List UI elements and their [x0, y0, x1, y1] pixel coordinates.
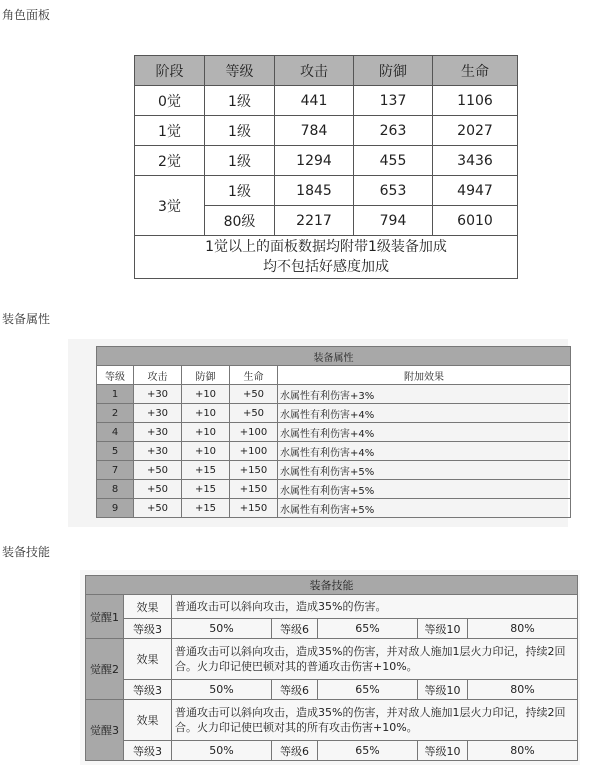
table-row: [135, 146, 518, 176]
equip-skills-table: [85, 575, 578, 761]
equip-effect: 水属性有利伤害+5%: [278, 461, 571, 480]
panel-hp: 3436: [433, 146, 518, 176]
panel-def: 455: [354, 146, 433, 176]
skill-level-label: 等级6: [272, 741, 318, 761]
panel-note-line2: 均不包括好感度加成: [263, 259, 389, 275]
panel-note-line1: 1觉以上的面板数据均附带1级装备加成: [205, 239, 447, 255]
table-row: [97, 385, 571, 404]
table-row: [86, 741, 578, 761]
panel-header-def: 防御: [354, 56, 433, 86]
equip-hp: +50: [230, 385, 278, 404]
table-row: [135, 116, 518, 146]
equip-hp: +150: [230, 499, 278, 518]
skill-level-label: 等级3: [124, 741, 172, 761]
equip-hp: +150: [230, 461, 278, 480]
equip-table-title: 装备属性: [97, 347, 571, 366]
equip-def: +10: [182, 423, 230, 442]
skill-level-label: 等级6: [272, 680, 318, 700]
panel-hp: 4947: [433, 176, 518, 206]
panel-level: 80级: [205, 206, 275, 236]
equip-effect: 水属性有利伤害+4%: [278, 442, 571, 461]
equip-level: 4: [97, 423, 134, 442]
equip-atk: +50: [134, 480, 182, 499]
skill-level-value: 65%: [318, 741, 418, 761]
panel-header-stage: 阶段: [135, 56, 205, 86]
equip-header-hp: 生命: [230, 366, 278, 385]
skill-level-label: 等级3: [124, 619, 172, 639]
equip-def: +15: [182, 480, 230, 499]
panel-header-atk: 攻击: [275, 56, 354, 86]
skill-level-label: 等级10: [418, 680, 468, 700]
skill-level-value: 65%: [318, 680, 418, 700]
table-row: [97, 480, 571, 499]
equip-level: 2: [97, 404, 134, 423]
equip-header-def: 防御: [182, 366, 230, 385]
panel-level: 1级: [205, 86, 275, 116]
awakening-label: 觉醒2: [86, 639, 124, 700]
skill-level-label: 等级10: [418, 741, 468, 761]
skill-level-value: 65%: [318, 619, 418, 639]
panel-def: 653: [354, 176, 433, 206]
panel-atk: 2217: [275, 206, 354, 236]
panel-hp: 6010: [433, 206, 518, 236]
table-row: [97, 423, 571, 442]
table-row: [97, 442, 571, 461]
equip-level: 8: [97, 480, 134, 499]
equip-atk: +50: [134, 461, 182, 480]
equip-level: 1: [97, 385, 134, 404]
skill-level-value: 80%: [468, 680, 578, 700]
equip-header-effect: 附加效果: [278, 366, 571, 385]
awakening-label: 觉醒3: [86, 700, 124, 761]
panel-def: 794: [354, 206, 433, 236]
skill-level-value: 80%: [468, 741, 578, 761]
table-row: [97, 461, 571, 480]
equip-level: 5: [97, 442, 134, 461]
equip-level: 9: [97, 499, 134, 518]
panel-atk: 1845: [275, 176, 354, 206]
panel-atk: 1294: [275, 146, 354, 176]
panel-header-level: 等级: [205, 56, 275, 86]
equip-hp: +50: [230, 404, 278, 423]
equip-effect: 水属性有利伤害+5%: [278, 480, 571, 499]
panel-stage: 1觉: [135, 116, 205, 146]
table-row: [135, 86, 518, 116]
equip-header-level: 等级: [97, 366, 134, 385]
panel-level: 1级: [205, 176, 275, 206]
equip-effect: 水属性有利伤害+3%: [278, 385, 571, 404]
equip-def: +15: [182, 461, 230, 480]
table-row: [97, 404, 571, 423]
table-row: [86, 595, 578, 619]
skill-level-value: 50%: [172, 619, 272, 639]
table-row: [86, 619, 578, 639]
skill-level-value: 80%: [468, 619, 578, 639]
panel-note-row: [135, 236, 518, 279]
equip-header-atk: 攻击: [134, 366, 182, 385]
skill-level-label: 等级10: [418, 619, 468, 639]
equip-hp: +150: [230, 480, 278, 499]
skill-level-label: 等级3: [124, 680, 172, 700]
equip-header-row: [97, 366, 571, 385]
awakening-label: 觉醒1: [86, 595, 124, 639]
skill-effect-text: 普通攻击可以斜向攻击，造成35%的伤害。: [172, 595, 578, 619]
skills-table-title: 装备技能: [86, 576, 578, 595]
table-row: [86, 680, 578, 700]
section-title-panel: 角色面板: [2, 8, 51, 22]
panel-note: [135, 236, 518, 279]
equip-atk: +30: [134, 385, 182, 404]
panel-def: 263: [354, 116, 433, 146]
panel-level: 1级: [205, 116, 275, 146]
equip-attributes-table: [96, 346, 571, 518]
equip-title-row: [97, 347, 571, 366]
equip-atk: +30: [134, 404, 182, 423]
skill-effect-text: 普通攻击可以斜向攻击，造成35%的伤害，并对敌人施加1层火力印记，持续2回合。火力印记使巴顿对其的普通攻击伤害+10%。: [172, 639, 578, 680]
panel-level: 1级: [205, 146, 275, 176]
skill-level-value: 50%: [172, 741, 272, 761]
equip-def: +10: [182, 385, 230, 404]
table-row: [135, 176, 518, 206]
panel-stage: 2觉: [135, 146, 205, 176]
equip-atk: +30: [134, 423, 182, 442]
equip-def: +10: [182, 442, 230, 461]
equip-hp: +100: [230, 442, 278, 461]
equip-effect: 水属性有利伤害+5%: [278, 499, 571, 518]
section-title-skills: 装备技能: [2, 545, 51, 559]
equip-def: +10: [182, 404, 230, 423]
panel-hp: 2027: [433, 116, 518, 146]
equip-hp: +100: [230, 423, 278, 442]
equip-effect: 水属性有利伤害+4%: [278, 404, 571, 423]
equip-atk: +30: [134, 442, 182, 461]
table-row: [97, 499, 571, 518]
effect-label: 效果: [124, 639, 172, 680]
skill-effect-text: 普通攻击可以斜向攻击，造成35%的伤害，并对敌人施加1层火力印记，持续2回合。火力印记使巴顿对其的所有攻击伤害+10%。: [172, 700, 578, 741]
equip-def: +15: [182, 499, 230, 518]
equip-level: 7: [97, 461, 134, 480]
panel-atk: 784: [275, 116, 354, 146]
table-row: [86, 639, 578, 680]
table-row: [86, 700, 578, 741]
panel-stage: 0觉: [135, 86, 205, 116]
character-panel-table: [134, 55, 518, 279]
panel-atk: 441: [275, 86, 354, 116]
skill-level-value: 50%: [172, 680, 272, 700]
effect-label: 效果: [124, 595, 172, 619]
equip-effect: 水属性有利伤害+4%: [278, 423, 571, 442]
panel-def: 137: [354, 86, 433, 116]
skill-level-label: 等级6: [272, 619, 318, 639]
panel-stage: 3觉: [135, 176, 205, 236]
panel-header-row: [135, 56, 518, 86]
section-title-equip: 装备属性: [2, 312, 51, 326]
effect-label: 效果: [124, 700, 172, 741]
equip-atk: +50: [134, 499, 182, 518]
skills-title-row: [86, 576, 578, 595]
panel-hp: 1106: [433, 86, 518, 116]
panel-header-hp: 生命: [433, 56, 518, 86]
